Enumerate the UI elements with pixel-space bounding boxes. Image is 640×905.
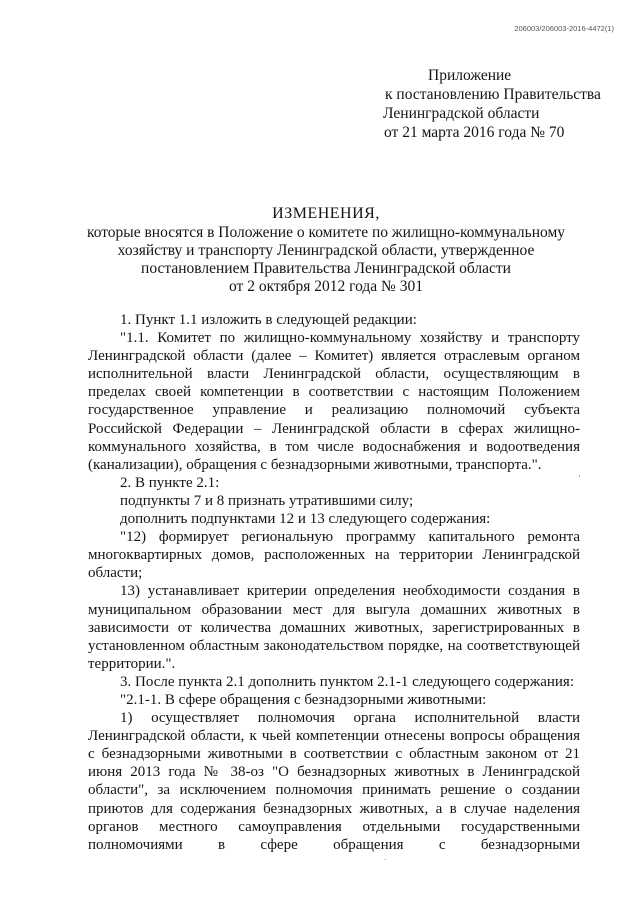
paragraph-subitem-12: "12) формирует региональную программу капитального ремонта многоквартирных домов, расположенных на территории Ленинградской области; [88,529,580,582]
appendix-line: к постановлению Правительства [385,86,601,103]
paragraph-subitem-1: 1) осуществляет полномочия органа исполнительной власти Ленинградской области, к чьей компетенции отнесены вопросы обращения с безнадзорными животными в соответствии с областным законом от 21 июня 2013 года № 38-оз "О безнадзорных животных в Ленинградской области", за исключением полномочия принимать решение о создании приютов для содержания безнадзорных животных, а в случае наделения органов местного самоуправления отдельными государственными полномочиями в сфере обращения с безнадзорными [88,710,580,853]
paragraph-subitems-add: дополнить подпунктами 12 и 13 следующего содержания: [120,511,491,528]
document-body [88,311,580,854]
paragraph-clause-1-1: "1.1. Комитет по жилищно-коммунальному хозяйству и транспорту Ленинградской области (далее – Комитет) является отраслевым органом исполнительной власти Ленинградской области, осуществляющим в пределах своей компетенции в соответствии с настоящим Положением государственное управление и реализацию полномочий субъекта Российской Федерации – Ленинградской области в сферах жилищно-коммунального хозяйства, в том числе водоснабжения и водоотведения (канализации), обращения с безнадзорными животными, транспорта.". [88,330,580,473]
title-line: хозяйству и транспорту Ленинградской области, утвержденное [117,242,535,259]
title-line: постановлением Правительства Ленинградской области [141,260,511,277]
paragraph-item-2: 2. В пункте 2.1: [120,474,220,491]
document-title [80,205,572,296]
scan-mark: . [384,852,387,862]
title-heading: ИЗМЕНЕНИЯ, [272,205,380,222]
appendix-line: Приложение [428,67,512,84]
appendix-block [381,66,601,142]
title-line: которые вносятся в Положение о комитете по жилищно-коммунальному [86,224,566,241]
paragraph-subitem-13: 13) устанавливает критерии определения необходимости создания в муниципальном образовании мест для выгула домашних животных в зависимости от количества домашних животных, зарегистрированных в установленном областным законодательством порядке, на соответствующей территории.". [88,583,580,672]
appendix-line: Ленинградской области [383,105,540,122]
paragraph-item-1: 1. Пункт 1.1 изложить в следующей редакции: [120,312,417,328]
appendix-line: от 21 марта 2016 года № 70 [384,124,565,141]
scan-mark: , [578,468,581,478]
paragraph-subitems-void: подпункты 7 и 8 признать утратившими силу; [120,492,414,509]
title-line: от 2 октября 2012 года № 301 [229,278,423,295]
document-id: 206003/206003-2016-4472(1) [514,24,614,33]
paragraph-clause-2-1-1: "2.1-1. В сфере обращения с безнадзорными животными: [120,691,487,708]
paragraph-item-3: 3. После пункта 2.1 дополнить пунктом 2.1-1 следующего содержания: [120,673,574,690]
